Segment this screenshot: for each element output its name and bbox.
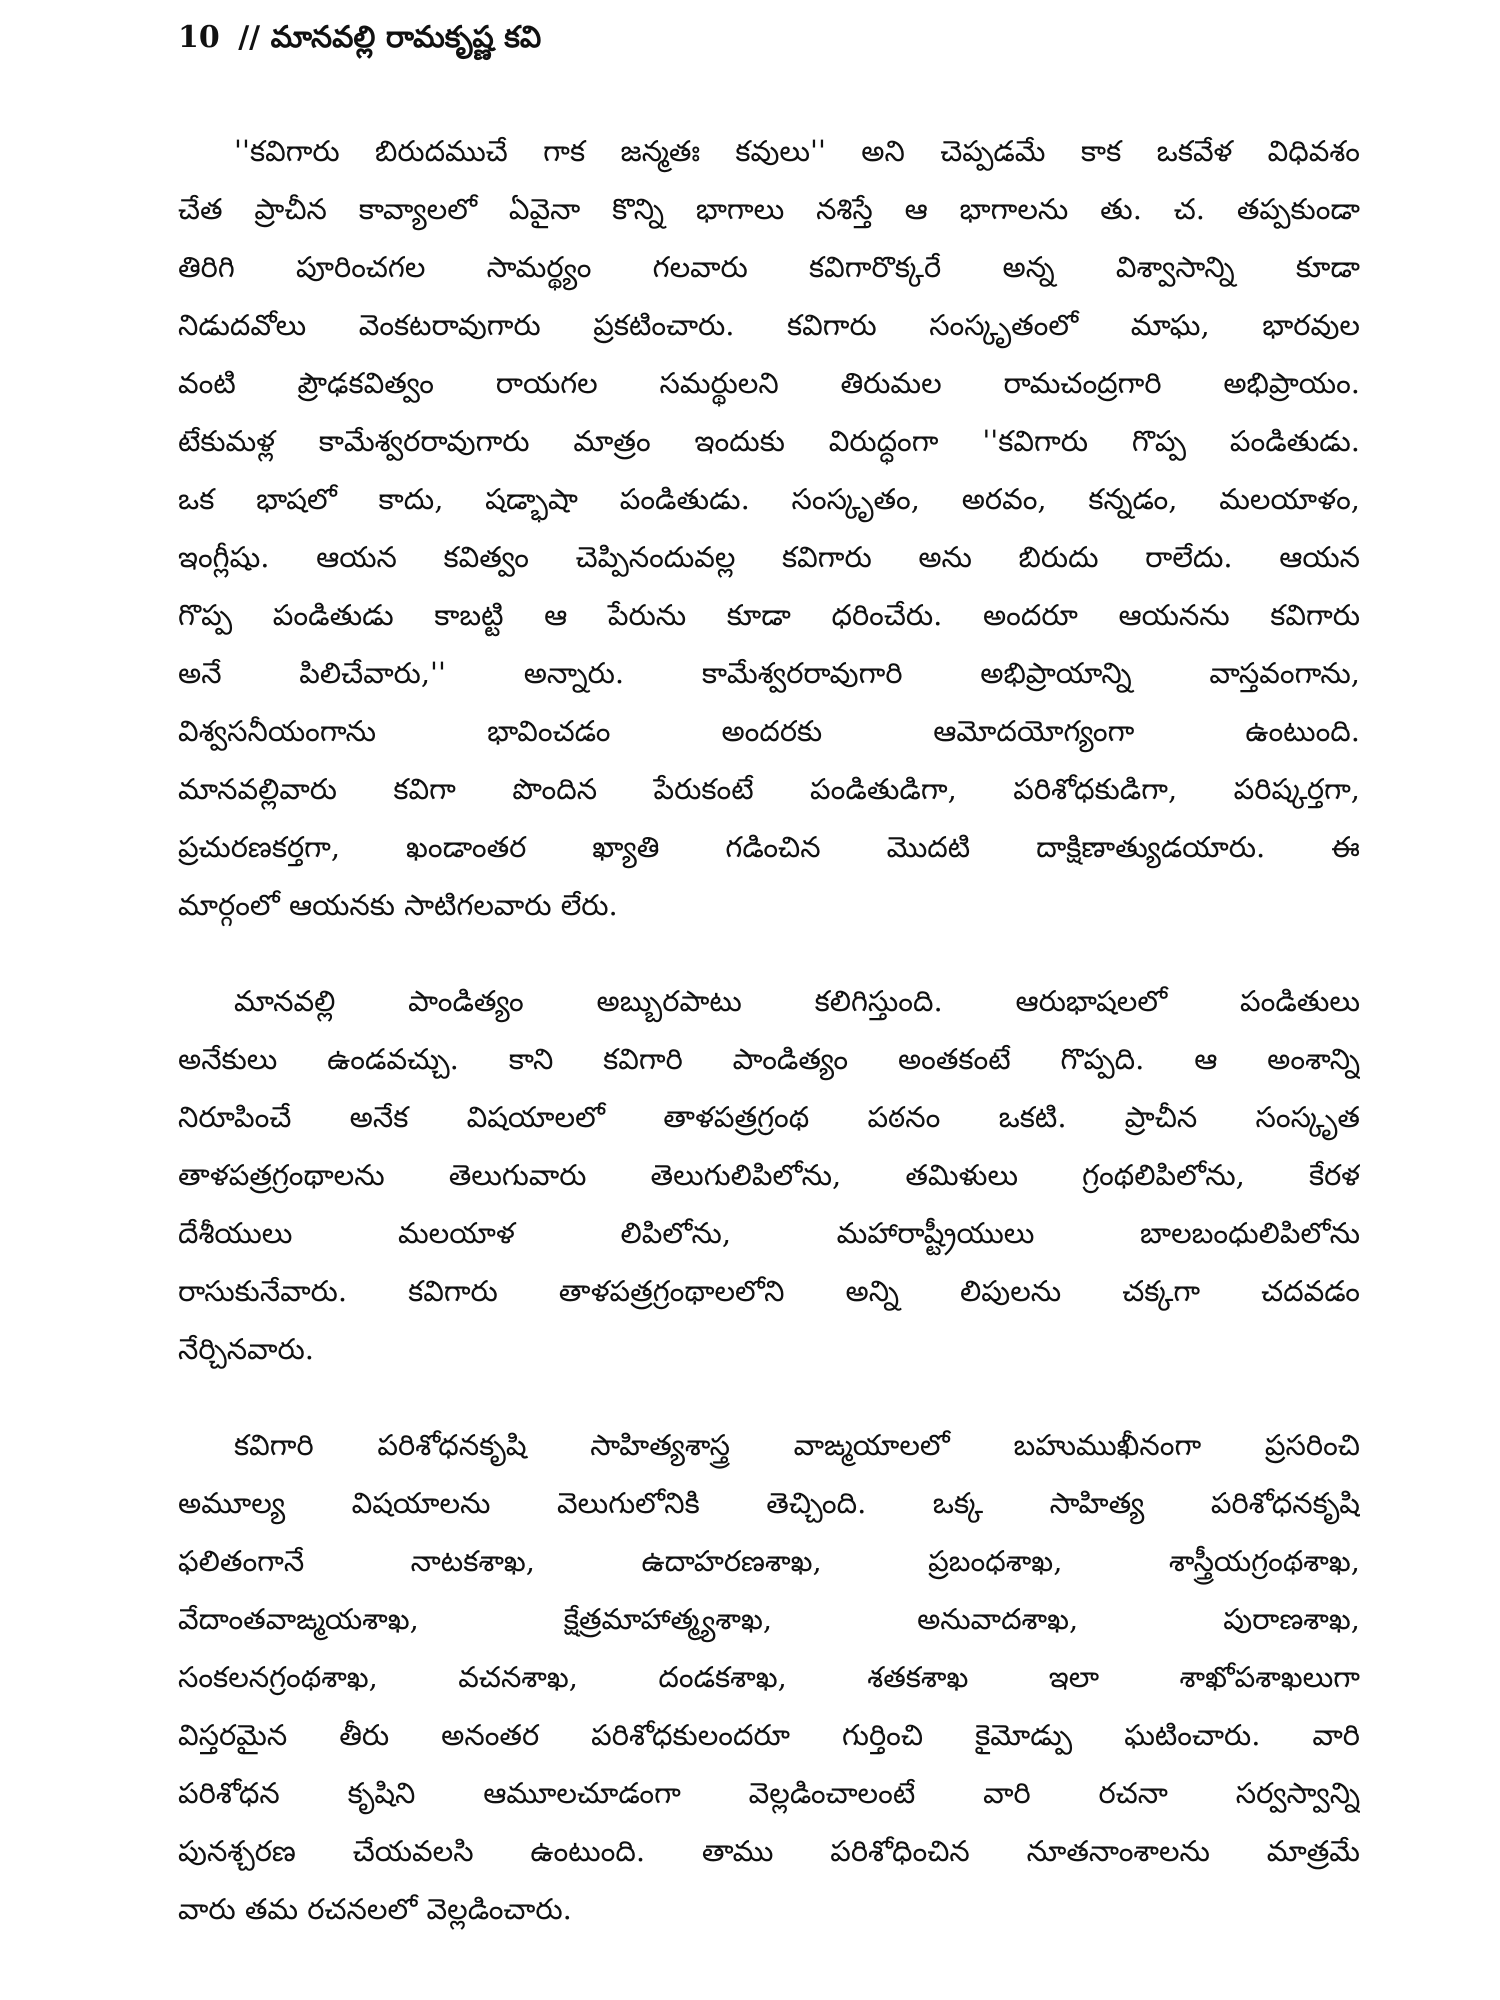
text-line: నిడుదవోలు వెంకటరావుగారు ప్రకటించారు. కవిగారు సంస్కృతంలో మాఘ, భారవుల — [178, 308, 1360, 342]
text-line: ''కవిగారు బిరుదముచే గాక జన్మతః కవులు'' అని చెప్పడమే కాక ఒకవేళ విధివశం — [234, 134, 1360, 168]
text-line: నేర్చినవారు. — [178, 1332, 314, 1366]
text-line: గొప్ప పండితుడు కాబట్టి ఆ పేరును కూడా ధరించేరు. అందరూ ఆయనను కవిగారు — [178, 598, 1360, 632]
text-line: వారు తమ రచనలలో వెల్లడించారు. — [178, 1892, 572, 1926]
header-separator: // — [238, 20, 261, 55]
text-line: పునశ్చరణ చేయవలసి ఉంటుంది. తాము పరిశోధించిన నూతనాంశాలను మాత్రమే — [178, 1834, 1360, 1868]
text-line: అమూల్య విషయాలను వెలుగులోనికి తెచ్చింది. ఒక్క సాహిత్య పరిశోధనకృషి — [178, 1486, 1360, 1520]
text-line: తాళపత్రగ్రంథాలను తెలుగువారు తెలుగులిపిలోను, తమిళులు గ్రంథలిపిలోను, కేరళ — [178, 1158, 1360, 1192]
text-line: దేశీయులు మలయాళ లిపిలోను, మహారాష్ట్రీయులు బాలబంధులిపిలోను — [178, 1216, 1360, 1250]
text-line: ఫలితంగానే నాటకశాఖ, ఉదాహరణశాఖ, ప్రబంధశాఖ, శాస్త్రీయగ్రంథశాఖ, — [178, 1544, 1360, 1578]
text-line: వంటి ప్రౌఢకవిత్వం రాయగల సమర్థులని తిరుమల రామచంద్రగారి అభిప్రాయం. — [178, 366, 1360, 400]
text-line: ఒక భాషలో కాదు, షడ్భాషా పండితుడు. సంస్కృతం, అరవం, కన్నడం, మలయాళం, — [178, 482, 1360, 516]
text-line: నిరూపించే అనేక విషయాలలో తాళపత్రగ్రంథ పఠనం ఒకటి. ప్రాచీన సంస్కృత — [178, 1100, 1360, 1134]
text-line: ఇంగ్లీషు. ఆయన కవిత్వం చెప్పినందువల్ల కవిగారు అను బిరుదు రాలేదు. ఆయన — [178, 540, 1360, 574]
text-line: కవిగారి పరిశోధనకృషి సాహిత్యశాస్త్ర వాఙ్మయాలలో బహుముఖీనంగా ప్రసరించి — [234, 1428, 1360, 1462]
text-line: విస్తరమైన తీరు అనంతర పరిశోధకులందరూ గుర్తించి కైమోడ్పు ఘటించారు. వారి — [178, 1718, 1360, 1752]
text-line: చేత ప్రాచీన కావ్యాలలో ఏవైనా కొన్ని భాగాలు నశిస్తే ఆ భాగాలను తు. చ. తప్పకుండా — [178, 192, 1360, 226]
text-line: ప్రచురణకర్తగా, ఖండాంతర ఖ్యాతి గడించిన మొదటి దాక్షిణాత్యుడయారు. ఈ — [178, 830, 1360, 864]
paragraph — [178, 122, 1360, 934]
running-header — [178, 14, 1360, 62]
page-number: 10 — [178, 20, 220, 55]
text-line: పరిశోధన కృషిని ఆమూలచూడంగా వెల్లడించాలంటే వారి రచనా సర్వస్వాన్ని — [178, 1776, 1360, 1810]
body-text — [178, 122, 1360, 1938]
text-line: తిరిగి పూరించగల సామర్థ్యం గలవారు కవిగారొక్కరే అన్న విశ్వాసాన్ని కూడా — [178, 250, 1360, 284]
text-line: టేకుమళ్ల కామేశ్వరరావుగారు మాత్రం ఇందుకు విరుద్ధంగా ''కవిగారు గొప్ప పండితుడు. — [178, 424, 1360, 458]
running-title: మానవల్లి రామకృష్ణ కవి — [270, 20, 542, 55]
paragraph — [178, 1416, 1360, 1938]
text-line: వేదాంతవాఙ్మయశాఖ, క్షేత్రమాహాత్మ్యశాఖ, అనువాదశాఖ, పురాణశాఖ, — [178, 1602, 1360, 1636]
paragraph — [178, 972, 1360, 1378]
text-line: విశ్వసనీయంగాను భావించడం అందరకు ఆమోదయోగ్యంగా ఉంటుంది. — [178, 714, 1360, 748]
text-line: అనేకులు ఉండవచ్చు. కాని కవిగారి పాండిత్యం అంతకంటే గొప్పది. ఆ అంశాన్ని — [178, 1042, 1360, 1076]
text-line: రాసుకునేవారు. కవిగారు తాళపత్రగ్రంథాలలోని అన్ని లిపులను చక్కగా చదవడం — [178, 1274, 1360, 1308]
text-line: మానవల్లి పాండిత్యం అబ్బురపాటు కలిగిస్తుంది. ఆరుభాషలలో పండితులు — [234, 984, 1360, 1018]
text-line: మానవల్లివారు కవిగా పొందిన పేరుకంటే పండితుడిగా, పరిశోధకుడిగా, పరిష్కర్తగా, — [178, 772, 1360, 806]
text-line: మార్గంలో ఆయనకు సాటిగలవారు లేరు. — [178, 888, 618, 922]
text-line: అనే పిలిచేవారు,'' అన్నారు. కామేశ్వరరావుగారి అభిప్రాయాన్ని వాస్తవంగాను, — [178, 656, 1360, 690]
text-line: సంకలనగ్రంథశాఖ, వచనశాఖ, దండకశాఖ, శతకశాఖ ఇలా శాఖోపశాఖలుగా — [178, 1660, 1360, 1694]
